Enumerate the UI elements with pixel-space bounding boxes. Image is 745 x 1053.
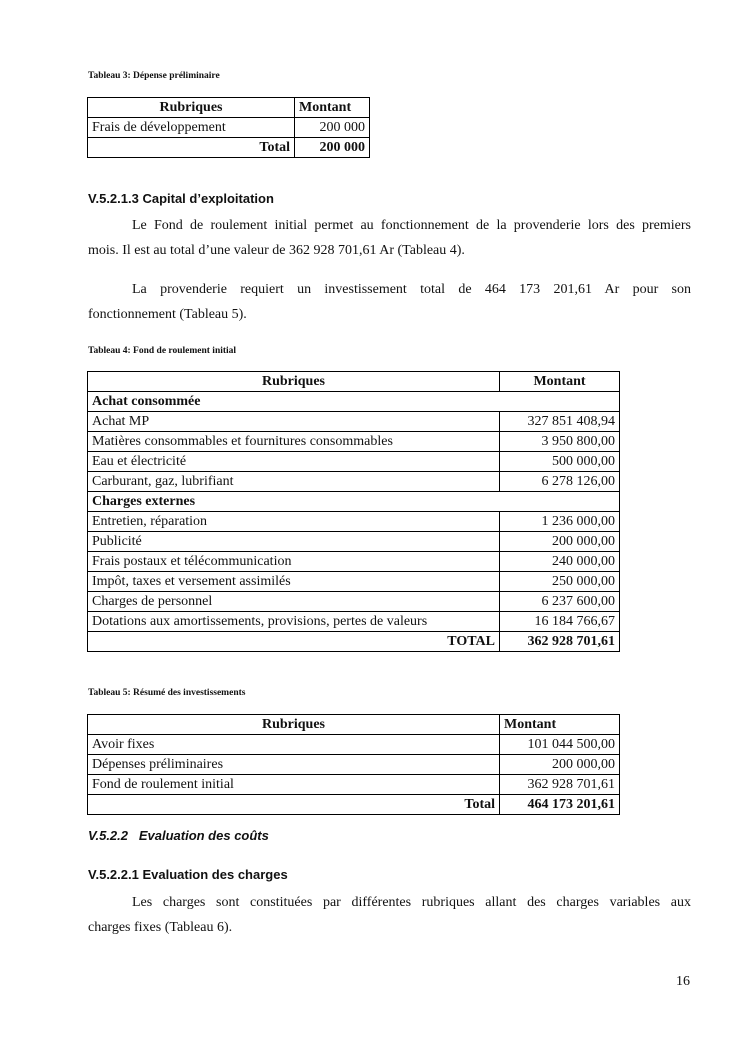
page-number: 16 (676, 974, 690, 989)
header-montant: Montant (500, 715, 620, 735)
row-value: 1 236 000,00 (500, 512, 620, 532)
row-label: Impôt, taxes et versement assimilés (88, 572, 500, 592)
row-value: 240 000,00 (500, 552, 620, 572)
row-label: Avoir fixes (88, 735, 500, 755)
group-row (88, 392, 620, 412)
tableau5-table (87, 714, 620, 815)
row-label: Publicité (88, 532, 500, 552)
row-value: 6 237 600,00 (500, 592, 620, 612)
table-row (88, 412, 620, 432)
header-montant: Montant (500, 372, 620, 392)
table-row (88, 612, 620, 632)
row-value: 200 000 (295, 118, 370, 138)
paragraph-line: Le Fond de roulement initial permet au fonctionnement de la provenderie lors des premiers (132, 218, 691, 233)
group-label: Charges externes (88, 492, 620, 512)
row-label: Dépenses préliminaires (88, 755, 500, 775)
table-row (88, 532, 620, 552)
row-value: 101 044 500,00 (500, 735, 620, 755)
total-row (88, 632, 620, 652)
table-row (88, 452, 620, 472)
group-row (88, 492, 620, 512)
table-row (88, 735, 620, 755)
row-label: Eau et électricité (88, 452, 500, 472)
table-row (88, 118, 370, 138)
total-label: Total (88, 138, 295, 158)
row-value: 6 278 126,00 (500, 472, 620, 492)
tableau4-table (87, 371, 620, 652)
row-label: Frais postaux et télécommunication (88, 552, 500, 572)
paragraph-capital-1 (88, 213, 691, 263)
row-label: Carburant, gaz, lubrifiant (88, 472, 500, 492)
subsection-heading-charges: V.5.2.2.1 Evaluation des charges (88, 867, 288, 882)
total-label: TOTAL (88, 632, 500, 652)
total-value: 200 000 (295, 138, 370, 158)
table-row (88, 755, 620, 775)
table-row (88, 775, 620, 795)
header-rubriques: Rubriques (88, 98, 295, 118)
tableau4-caption: Tableau 4: Fond de roulement initial (88, 346, 237, 356)
row-label: Dotations aux amortissements, provisions, pertes de valeurs (88, 612, 500, 632)
tableau5-caption: Tableau 5: Résumé des investissements (88, 688, 246, 698)
tableau3-caption: Tableau 3: Dépense préliminaire (88, 71, 220, 81)
total-value: 464 173 201,61 (500, 795, 620, 815)
group-label: Achat consommée (88, 392, 620, 412)
table-row (88, 572, 620, 592)
section-heading-couts: V.5.2.2 Evaluation des coûts (88, 828, 269, 843)
row-label: Matières consommables et fournitures consommables (88, 432, 500, 452)
row-label: Charges de personnel (88, 592, 500, 612)
paragraph-line: fonctionnement (Tableau 5). (88, 307, 247, 322)
row-value: 200 000,00 (500, 755, 620, 775)
row-label: Achat MP (88, 412, 500, 432)
header-rubriques: Rubriques (88, 715, 500, 735)
table-row (88, 552, 620, 572)
table-row (88, 432, 620, 452)
row-label: Frais de développement (88, 118, 295, 138)
total-label: Total (88, 795, 500, 815)
total-row (88, 138, 370, 158)
paragraph-line: La provenderie requiert un investissement total de 464 173 201,61 Ar pour son (132, 282, 691, 297)
total-row (88, 795, 620, 815)
row-value: 500 000,00 (500, 452, 620, 472)
table-row (88, 592, 620, 612)
row-label: Entretien, réparation (88, 512, 500, 532)
paragraph-charges (88, 890, 691, 940)
tableau3-table (87, 97, 370, 158)
paragraph-line: charges fixes (Tableau 6). (88, 920, 233, 935)
header-rubriques: Rubriques (88, 372, 500, 392)
table-row (88, 512, 620, 532)
paragraph-line: Les charges sont constituées par différentes rubriques allant des charges variables aux (132, 895, 691, 910)
section-heading-capital: V.5.2.1.3 Capital d’exploitation (88, 191, 274, 206)
row-value: 16 184 766,67 (500, 612, 620, 632)
table-row (88, 472, 620, 492)
paragraph-capital-2 (88, 277, 691, 327)
row-value: 200 000,00 (500, 532, 620, 552)
paragraph-line: mois. Il est au total d’une valeur de 362 928 701,61 Ar (Tableau 4). (88, 243, 465, 258)
row-value: 327 851 408,94 (500, 412, 620, 432)
row-value: 362 928 701,61 (500, 775, 620, 795)
row-label: Fond de roulement initial (88, 775, 500, 795)
total-value: 362 928 701,61 (500, 632, 620, 652)
header-montant: Montant (295, 98, 370, 118)
row-value: 250 000,00 (500, 572, 620, 592)
row-value: 3 950 800,00 (500, 432, 620, 452)
